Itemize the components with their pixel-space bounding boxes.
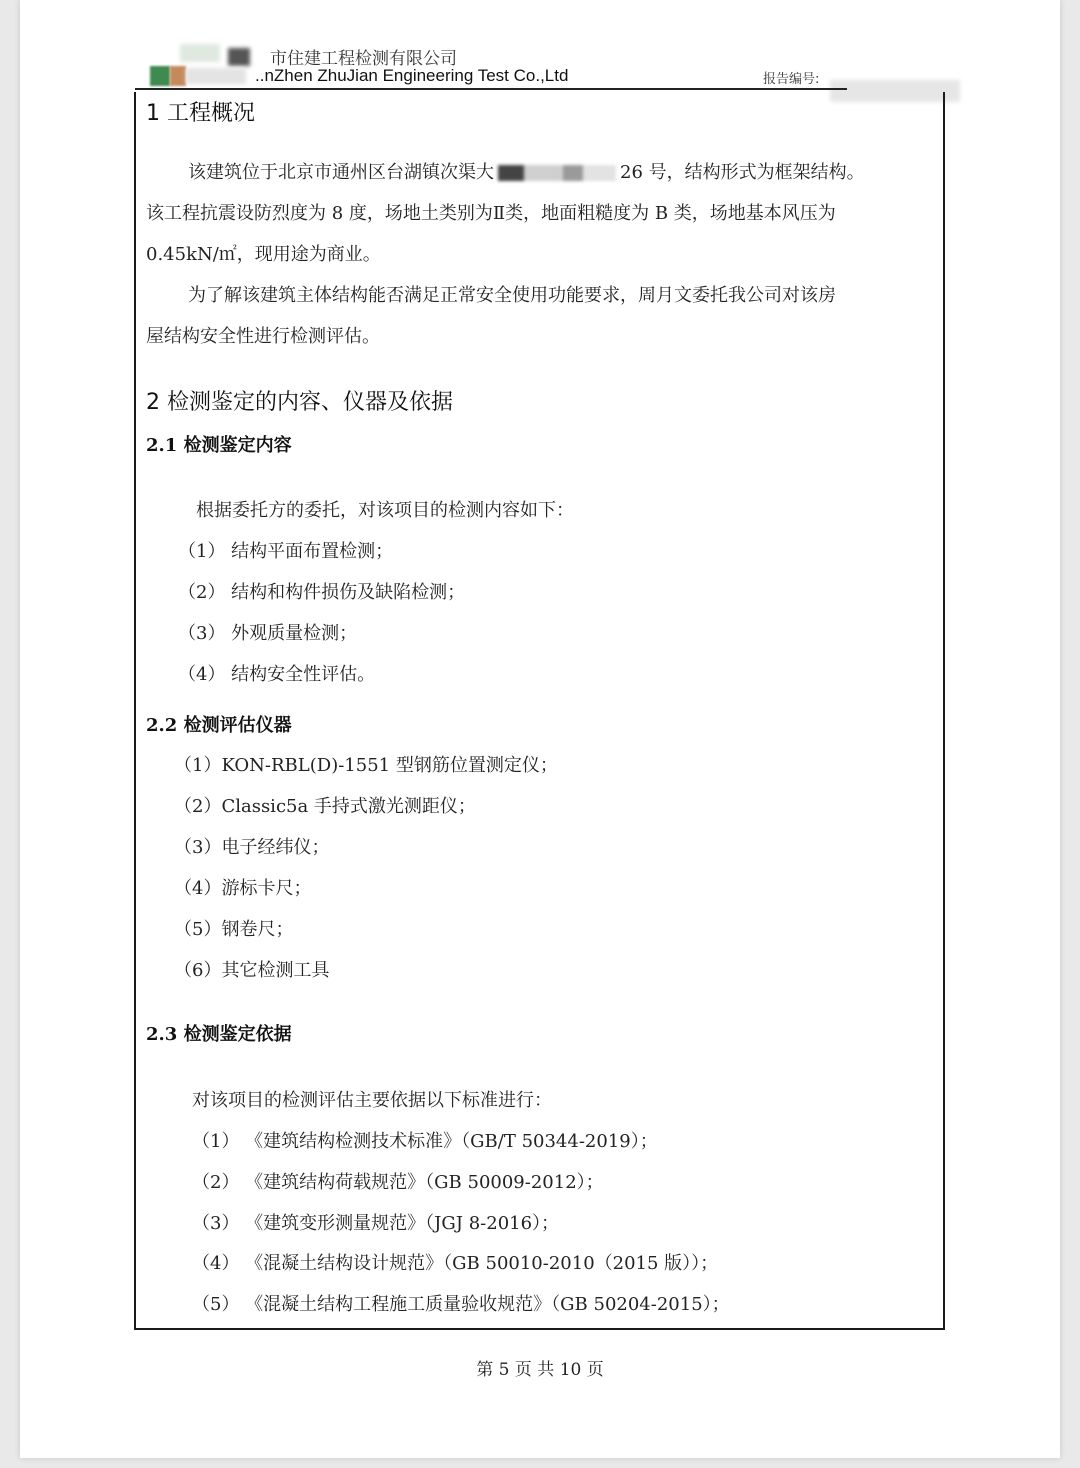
para1-text-b: 26 号，结构形式为框架结构。 (620, 162, 865, 183)
section-1-para-1-line-1 (188, 158, 865, 184)
section-2-1-title: 2.1 检测鉴定内容 (146, 435, 292, 456)
section-2-2-title: 2.2 检测评估仪器 (146, 715, 292, 736)
company-logo (150, 38, 260, 88)
list-item: （2） 《建筑结构荷载规范》（GB 50009-2012）； (192, 1172, 604, 1193)
list-item: （5） 《混凝土结构工程施工质量验收规范》（GB 50204-2015）； (192, 1294, 730, 1315)
list-item: （3） 《建筑变形测量规范》（JGJ 8-2016）； (192, 1213, 560, 1234)
section-1-para-2-line-1: 为了解该建筑主体结构能否满足正常安全使用功能要求，周月文委托我公司对该房 (188, 285, 836, 306)
company-name-en: ..nZhen ZhuJian Engineering Test Co.,Ltd (255, 66, 569, 85)
section-1-para-2-line-2: 屋结构安全性进行检测评估。 (146, 326, 380, 347)
list-item: （6）其它检测工具 (174, 960, 330, 981)
list-item: （3） 外观质量检测； (178, 623, 358, 644)
company-name-cn: 市住建工程检测有限公司 (270, 49, 457, 69)
list-item: （2） 结构和构件损伤及缺陷检测； (178, 582, 466, 603)
list-item: （2）Classic5a 手持式激光测距仪； (174, 796, 476, 817)
section-2-3-title: 2.3 检测鉴定依据 (146, 1024, 292, 1045)
list-item: （4）游标卡尺； (174, 878, 312, 899)
page-number: 第 5 页 共 10 页 (476, 1360, 604, 1380)
list-item: （1）KON-RBL(D)-1551 型钢筋位置测定仪； (174, 755, 558, 776)
list-item: （3）电子经纬仪； (174, 837, 330, 858)
section-1-para-1-line-3: 0.45kN/㎡，现用途为商业。 (146, 244, 381, 265)
header-rule (135, 88, 847, 90)
section-1-para-1-line-2: 该工程抗震设防烈度为 8 度，场地土类别为Ⅱ类，地面粗糙度为 B 类，场地基本风压为 (146, 203, 836, 224)
para1-text-a: 该建筑位于北京市通州区台湖镇次渠大 (188, 162, 494, 183)
section-2-title: 2 检测鉴定的内容、仪器及依据 (146, 390, 453, 415)
section-1-title: 1 工程概况 (146, 101, 255, 126)
address-redaction (498, 165, 616, 181)
document-page (20, 0, 1060, 1458)
list-item: （1） 结构平面布置检测； (178, 541, 394, 562)
report-number-label: 报告编号: (763, 72, 820, 87)
list-item: （4） 《混凝土结构设计规范》（GB 50010-2010（2015 版））； (192, 1253, 719, 1274)
report-header (150, 38, 850, 94)
list-item: （4） 结构安全性评估。 (178, 664, 376, 685)
section-2-1-intro: 根据委托方的委托，对该项目的检测内容如下： (196, 500, 574, 521)
list-item: （5）钢卷尺； (174, 919, 294, 940)
list-item: （1） 《建筑结构检测技术标准》（GB/T 50344-2019）； (192, 1131, 658, 1152)
section-2-3-intro: 对该项目的检测评估主要依据以下标准进行： (192, 1090, 552, 1111)
